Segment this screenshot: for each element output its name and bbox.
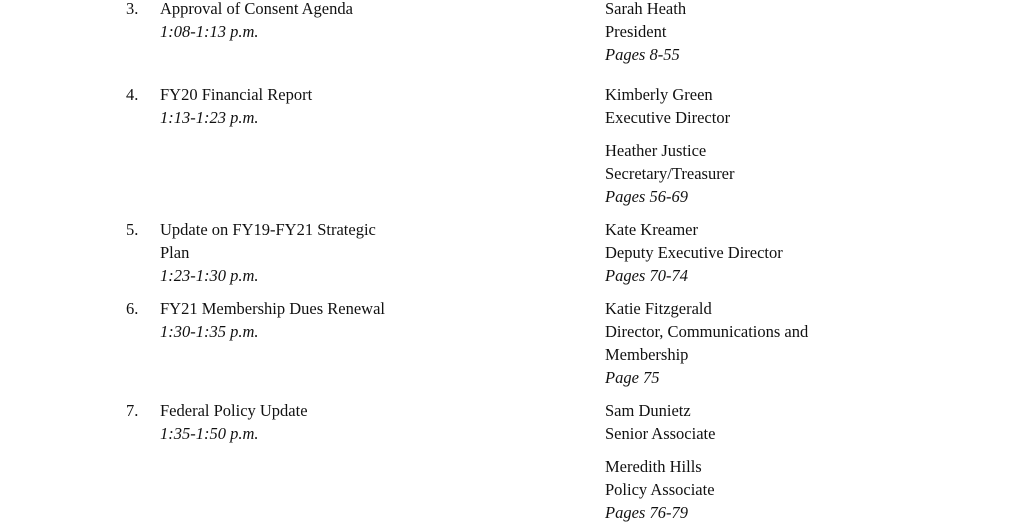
presenter-name: Sam Dunietz — [605, 401, 691, 420]
presenter-katie-fitzgerald — [605, 297, 1005, 389]
presenter-pages: Page 75 — [605, 368, 660, 387]
agenda-item-3 — [126, 0, 456, 43]
presenter-role: Director, Communications and — [605, 322, 809, 341]
presenter-pages: Pages 8-55 — [605, 45, 680, 64]
presenter-sarah-heath — [605, 0, 1005, 66]
presenter-name: Heather Justice — [605, 141, 707, 160]
agenda-item-time: 1:23-1:30 p.m. — [160, 266, 259, 285]
agenda-item-number: 4. — [126, 85, 139, 104]
agenda-item-time: 1:30-1:35 p.m. — [160, 322, 259, 341]
agenda-item-4 — [126, 83, 456, 129]
presenter-name: Meredith Hills — [605, 457, 702, 476]
agenda-item-time: 1:08-1:13 p.m. — [160, 22, 259, 41]
agenda-item-title: Approval of Consent Agenda — [160, 0, 353, 18]
presenter-pages: Pages 56-69 — [605, 187, 688, 206]
agenda-item-title-continued: Plan — [160, 243, 190, 262]
agenda-item-title: Federal Policy Update — [160, 401, 308, 420]
agenda-item-number: 5. — [126, 220, 139, 239]
agenda-item-title: FY21 Membership Dues Renewal — [160, 299, 386, 318]
presenter-role: Deputy Executive Director — [605, 243, 783, 262]
agenda-item-6 — [126, 297, 456, 343]
presenter-pages: Pages 70-74 — [605, 266, 688, 285]
presenter-name: Katie Fitzgerald — [605, 299, 712, 318]
presenter-role: Senior Associate — [605, 424, 716, 443]
agenda-item-time: 1:35-1:50 p.m. — [160, 424, 259, 443]
presenter-heather-justice — [605, 139, 1005, 208]
agenda-item-title: Update on FY19-FY21 Strategic — [160, 220, 376, 239]
presenter-name: Sarah Heath — [605, 0, 687, 18]
presenter-kimberly-green — [605, 83, 1005, 129]
presenter-sam-dunietz — [605, 399, 1005, 445]
agenda-item-number: 7. — [126, 401, 139, 420]
presenter-name: Kate Kreamer — [605, 220, 698, 239]
presenter-kate-kreamer — [605, 218, 1005, 287]
presenter-role: Policy Associate — [605, 480, 715, 499]
presenter-role: Executive Director — [605, 108, 731, 127]
agenda-item-number: 3. — [126, 0, 139, 18]
presenter-meredith-hills — [605, 455, 1005, 524]
presenter-name: Kimberly Green — [605, 85, 713, 104]
presenter-pages: Pages 76-79 — [605, 503, 688, 522]
agenda-item-5 — [126, 218, 456, 287]
agenda-item-title: FY20 Financial Report — [160, 85, 313, 104]
presenter-role: Secretary/Treasurer — [605, 164, 735, 183]
presenter-role: President — [605, 22, 667, 41]
agenda-item-number: 6. — [126, 299, 139, 318]
agenda-item-7 — [126, 399, 456, 445]
agenda-item-time: 1:13-1:23 p.m. — [160, 108, 259, 127]
presenter-role-continued: Membership — [605, 345, 689, 364]
